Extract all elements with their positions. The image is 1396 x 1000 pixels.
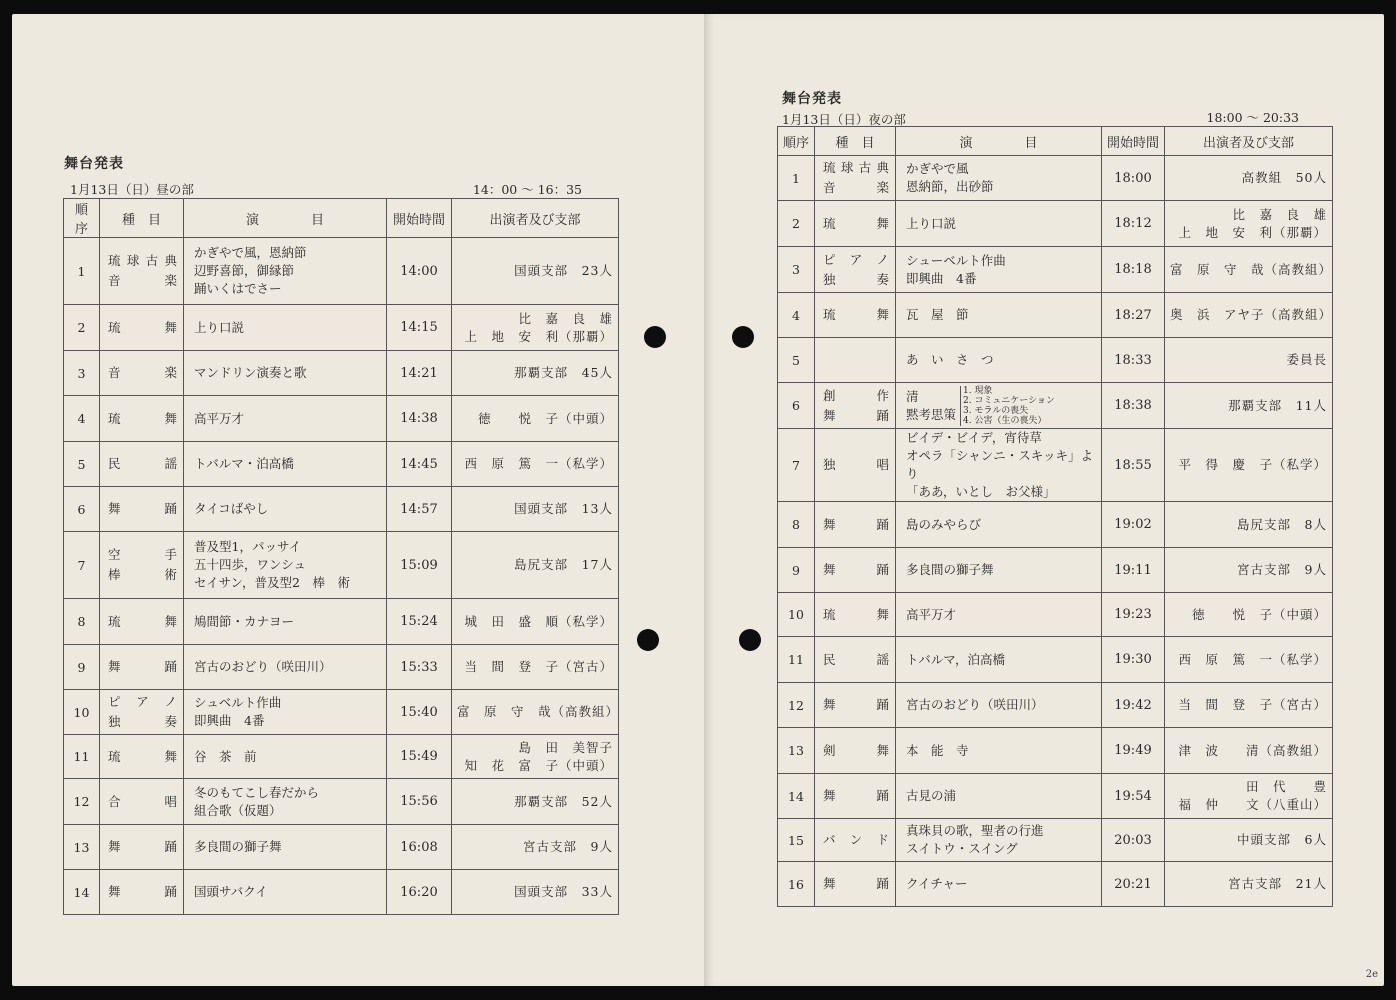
order-number: 5: [64, 442, 100, 487]
order-number: 8: [778, 502, 815, 548]
performer-cell: 徳 悦 子（中頭）: [1165, 593, 1333, 637]
table-row: [778, 593, 1333, 637]
program-cell: クイチャー: [896, 862, 1102, 907]
category-cell: 琉 舞: [815, 201, 896, 247]
binding-hole: [637, 629, 659, 651]
performer-cell: 那覇支部 11人: [1165, 383, 1333, 429]
right-program-table: [777, 126, 1333, 907]
category-cell: 合 唱: [100, 779, 184, 825]
category-cell: 琉 舞: [100, 599, 184, 645]
table-row: [64, 351, 619, 396]
table-row: [64, 825, 619, 870]
category-cell: 民 謡: [815, 637, 896, 683]
category-cell: 琉 舞: [815, 293, 896, 338]
column-header: 出演者及び支部: [452, 199, 619, 238]
table-row: [778, 637, 1333, 683]
order-number: 11: [778, 637, 815, 683]
category-cell: [815, 338, 896, 383]
program-cell: 本 能 寺: [896, 728, 1102, 774]
order-number: 4: [64, 396, 100, 442]
performer-cell: 国頭支部 33人: [452, 870, 619, 915]
performer-cell: 比 嘉 良 雄 上 地 安 利（那覇）: [452, 305, 619, 351]
start-time: 20:21: [1102, 862, 1165, 907]
program-cell: 多良間の獅子舞: [896, 548, 1102, 593]
performer-cell: 島 田 美智子 知 花 富 子（中頭）: [452, 735, 619, 779]
start-time: 15:49: [387, 735, 452, 779]
performer-cell: 徳 悦 子（中頭）: [452, 396, 619, 442]
category-cell: 琉 舞: [100, 735, 184, 779]
order-number: 6: [64, 487, 100, 532]
order-number: 2: [64, 305, 100, 351]
program-cell: 古見の浦: [896, 774, 1102, 819]
program-cell: 冬のもてこし春だから 組合歌（仮題）: [184, 779, 387, 825]
start-time: 18:27: [1102, 293, 1165, 338]
start-time: 18:33: [1102, 338, 1165, 383]
category-cell: バ ン ド: [815, 819, 896, 862]
table-row: [778, 201, 1333, 247]
category-cell: 舞 踊: [100, 825, 184, 870]
order-number: 12: [64, 779, 100, 825]
left-heading: 舞台発表: [64, 156, 124, 172]
table-row: [64, 396, 619, 442]
table-row: [64, 735, 619, 779]
order-number: 9: [64, 645, 100, 690]
performer-cell: 当 間 登 子（宮古）: [452, 645, 619, 690]
order-number: 4: [778, 293, 815, 338]
order-number: 5: [778, 338, 815, 383]
category-cell: 舞 踊: [100, 870, 184, 915]
column-header: 出演者及び支部: [1165, 127, 1333, 156]
order-number: 6: [778, 383, 815, 429]
order-number: 1: [778, 156, 815, 201]
program-cell: 国頭サバクイ: [184, 870, 387, 915]
program-cell: 多良間の獅子舞: [184, 825, 387, 870]
start-time: 15:56: [387, 779, 452, 825]
table-row: [64, 442, 619, 487]
performer-cell: 奥 浜 アヤ子（高教組）: [1165, 293, 1333, 338]
order-number: 15: [778, 819, 815, 862]
binding-hole: [644, 326, 666, 348]
program-cell: 上り口説: [896, 201, 1102, 247]
order-number: 3: [64, 351, 100, 396]
category-cell: 琉 舞: [100, 396, 184, 442]
order-number: 10: [64, 690, 100, 735]
right-timespan: 18:00 ～ 20:33: [1206, 110, 1299, 125]
performer-cell: 富 原 守 哉（高教組）: [452, 690, 619, 735]
left-table-header: [64, 199, 619, 238]
table-row: [64, 599, 619, 645]
order-number: 8: [64, 599, 100, 645]
start-time: 19:54: [1102, 774, 1165, 819]
performer-cell: 当 間 登 子（宮古）: [1165, 683, 1333, 728]
start-time: 15:24: [387, 599, 452, 645]
order-number: 16: [778, 862, 815, 907]
start-time: 16:20: [387, 870, 452, 915]
start-time: 15:40: [387, 690, 452, 735]
table-row: [64, 690, 619, 735]
start-time: 15:33: [387, 645, 452, 690]
start-time: 18:12: [1102, 201, 1165, 247]
start-time: 18:55: [1102, 429, 1165, 502]
performer-cell: 津 波 清（高教組）: [1165, 728, 1333, 774]
performer-cell: 西 原 篤 一（私学）: [1165, 637, 1333, 683]
table-row: [778, 548, 1333, 593]
performer-cell: 宮古支部 9人: [1165, 548, 1333, 593]
table-row: [778, 774, 1333, 819]
binding-hole: [732, 326, 754, 348]
page-number: 2e: [1365, 969, 1378, 980]
program-cell: タイコばやし: [184, 487, 387, 532]
table-row: [64, 238, 619, 305]
program-cell: 高平万才: [896, 593, 1102, 637]
program-cell: シューベルト作曲 即興曲 4番: [896, 247, 1102, 293]
performer-cell: 城 田 盛 順（私学）: [452, 599, 619, 645]
performer-cell: 比 嘉 良 雄 上 地 安 利（那覇）: [1165, 201, 1333, 247]
performer-cell: 委員長: [1165, 338, 1333, 383]
start-time: 14:21: [387, 351, 452, 396]
right-heading: 舞台発表: [782, 91, 842, 107]
table-row: [778, 728, 1333, 774]
performer-cell: 那覇支部 45人: [452, 351, 619, 396]
category-cell: 創 作 舞 踊: [815, 383, 896, 429]
table-row: [64, 645, 619, 690]
program-cell: シュベルト作曲 即興曲 4番: [184, 690, 387, 735]
start-time: 18:00: [1102, 156, 1165, 201]
program-title: 清 黙考思策: [906, 388, 957, 422]
program-cell: マンドリン演奏と歌: [184, 351, 387, 396]
program-cell: [896, 383, 1102, 429]
program-cell: 宮古のおどり（咲田川）: [896, 683, 1102, 728]
left-timespan: 14：00 ～ 16：35: [472, 182, 582, 197]
table-row: [778, 293, 1333, 338]
table-row: [64, 532, 619, 599]
performer-cell: 島尻支部 17人: [452, 532, 619, 599]
order-number: 12: [778, 683, 815, 728]
order-number: 2: [778, 201, 815, 247]
category-cell: 琉球古典 音 楽: [815, 156, 896, 201]
start-time: 20:03: [1102, 819, 1165, 862]
table-row: [778, 156, 1333, 201]
program-cell: 鳩間節・カナヨー: [184, 599, 387, 645]
performer-cell: 国頭支部 23人: [452, 238, 619, 305]
table-row: [778, 429, 1333, 502]
performer-cell: 宮古支部 21人: [1165, 862, 1333, 907]
column-header: 順序: [64, 199, 100, 238]
category-cell: 舞 踊: [815, 502, 896, 548]
program-cell: 宮古のおどり（咲田川）: [184, 645, 387, 690]
program-cell: 島のみやらび: [896, 502, 1102, 548]
order-number: 13: [64, 825, 100, 870]
start-time: 14:45: [387, 442, 452, 487]
category-cell: 舞 踊: [100, 487, 184, 532]
category-cell: 舞 踊: [100, 645, 184, 690]
column-header: 演 目: [896, 127, 1102, 156]
program-cell: かぎやで風，恩納節 辺野喜節，御縁節 踊いくはでさー: [184, 238, 387, 305]
performer-cell: 那覇支部 52人: [452, 779, 619, 825]
start-time: 18:38: [1102, 383, 1165, 429]
program-cell: トバルマ・泊高橋: [184, 442, 387, 487]
column-header: 開始時間: [387, 199, 452, 238]
performer-cell: 西 原 篤 一（私学）: [452, 442, 619, 487]
start-time: 15:09: [387, 532, 452, 599]
category-cell: 音 楽: [100, 351, 184, 396]
start-time: 19:30: [1102, 637, 1165, 683]
performer-cell: 平 得 慶 子（私学）: [1165, 429, 1333, 502]
column-header: 開始時間: [1102, 127, 1165, 156]
start-time: 19:11: [1102, 548, 1165, 593]
order-number: 14: [64, 870, 100, 915]
program-cell: 普及型1，パッサイ 五十四歩，ワンシュ セイサン，普及型2 棒 術: [184, 532, 387, 599]
start-time: 19:42: [1102, 683, 1165, 728]
start-time: 16:08: [387, 825, 452, 870]
table-row: [778, 819, 1333, 862]
performer-cell: 田 代 豊 福 仲 文（八重山）: [1165, 774, 1333, 819]
program-cell: 上り口説: [184, 305, 387, 351]
order-number: 11: [64, 735, 100, 779]
start-time: 14:38: [387, 396, 452, 442]
program-cell: トバルマ，泊高橋: [896, 637, 1102, 683]
right-table-header: [778, 127, 1333, 156]
category-cell: 舞 踊: [815, 548, 896, 593]
start-time: 14:15: [387, 305, 452, 351]
category-cell: ピ ア ノ 独 奏: [815, 247, 896, 293]
category-cell: 琉 舞: [100, 305, 184, 351]
category-cell: 琉 舞: [815, 593, 896, 637]
start-time: 18:18: [1102, 247, 1165, 293]
start-time: 19:02: [1102, 502, 1165, 548]
performer-cell: 富 原 守 哉（高教組）: [1165, 247, 1333, 293]
program-cell: あ い さ つ: [896, 338, 1102, 383]
order-number: 7: [64, 532, 100, 599]
program-cell: 真珠貝の歌，聖者の行進 スイトウ・スイング: [896, 819, 1102, 862]
program-cell: ビイデ・ビイデ，宵待草 オペラ「シャンニ・スキッキ」より 「ああ，いとし お父様」: [896, 429, 1102, 502]
program-cell: 瓦 屋 節: [896, 293, 1102, 338]
table-row: [64, 870, 619, 915]
order-number: 9: [778, 548, 815, 593]
start-time: 14:00: [387, 238, 452, 305]
table-row: [64, 779, 619, 825]
performer-cell: 高教組 50人: [1165, 156, 1333, 201]
table-row: [778, 502, 1333, 548]
left-session-label: 1月13日（日）昼の部: [70, 182, 194, 197]
category-cell: 舞 踊: [815, 774, 896, 819]
column-header: 順序: [778, 127, 815, 156]
left-program-table: [63, 198, 619, 915]
program-subnote: 1. 現象 2. コミュニケーション 3. モラルの喪失 4. 公害（生の喪失）: [960, 386, 1055, 426]
column-header: 演 目: [184, 199, 387, 238]
right-session-label: 1月13日（日）夜の部: [782, 112, 906, 127]
order-number: 13: [778, 728, 815, 774]
left-page: [12, 14, 704, 986]
order-number: 1: [64, 238, 100, 305]
order-number: 14: [778, 774, 815, 819]
category-cell: 琉球古典 音 楽: [100, 238, 184, 305]
order-number: 3: [778, 247, 815, 293]
order-number: 7: [778, 429, 815, 502]
performer-cell: 中頭支部 6人: [1165, 819, 1333, 862]
program-cell: 谷 茶 前: [184, 735, 387, 779]
table-row: [64, 487, 619, 532]
binding-hole: [739, 629, 761, 651]
category-cell: 舞 踊: [815, 862, 896, 907]
category-cell: 剣 舞: [815, 728, 896, 774]
column-header: 種 目: [815, 127, 896, 156]
program-cell: 高平万才: [184, 396, 387, 442]
start-time: 19:23: [1102, 593, 1165, 637]
table-row: [778, 247, 1333, 293]
table-row: [778, 383, 1333, 429]
category-cell: 舞 踊: [815, 683, 896, 728]
table-row: [778, 338, 1333, 383]
table-row: [64, 305, 619, 351]
category-cell: 独 唱: [815, 429, 896, 502]
performer-cell: 宮古支部 9人: [452, 825, 619, 870]
right-page: [704, 14, 1384, 986]
category-cell: ピ ア ノ 独 奏: [100, 690, 184, 735]
column-header: 種 目: [100, 199, 184, 238]
category-cell: 空 手 棒 術: [100, 532, 184, 599]
start-time: 14:57: [387, 487, 452, 532]
table-row: [778, 683, 1333, 728]
category-cell: 民 謡: [100, 442, 184, 487]
start-time: 19:49: [1102, 728, 1165, 774]
performer-cell: 国頭支部 13人: [452, 487, 619, 532]
performer-cell: 島尻支部 8人: [1165, 502, 1333, 548]
program-cell: かぎやで風 恩納節，出砂節: [896, 156, 1102, 201]
table-row: [778, 862, 1333, 907]
order-number: 10: [778, 593, 815, 637]
